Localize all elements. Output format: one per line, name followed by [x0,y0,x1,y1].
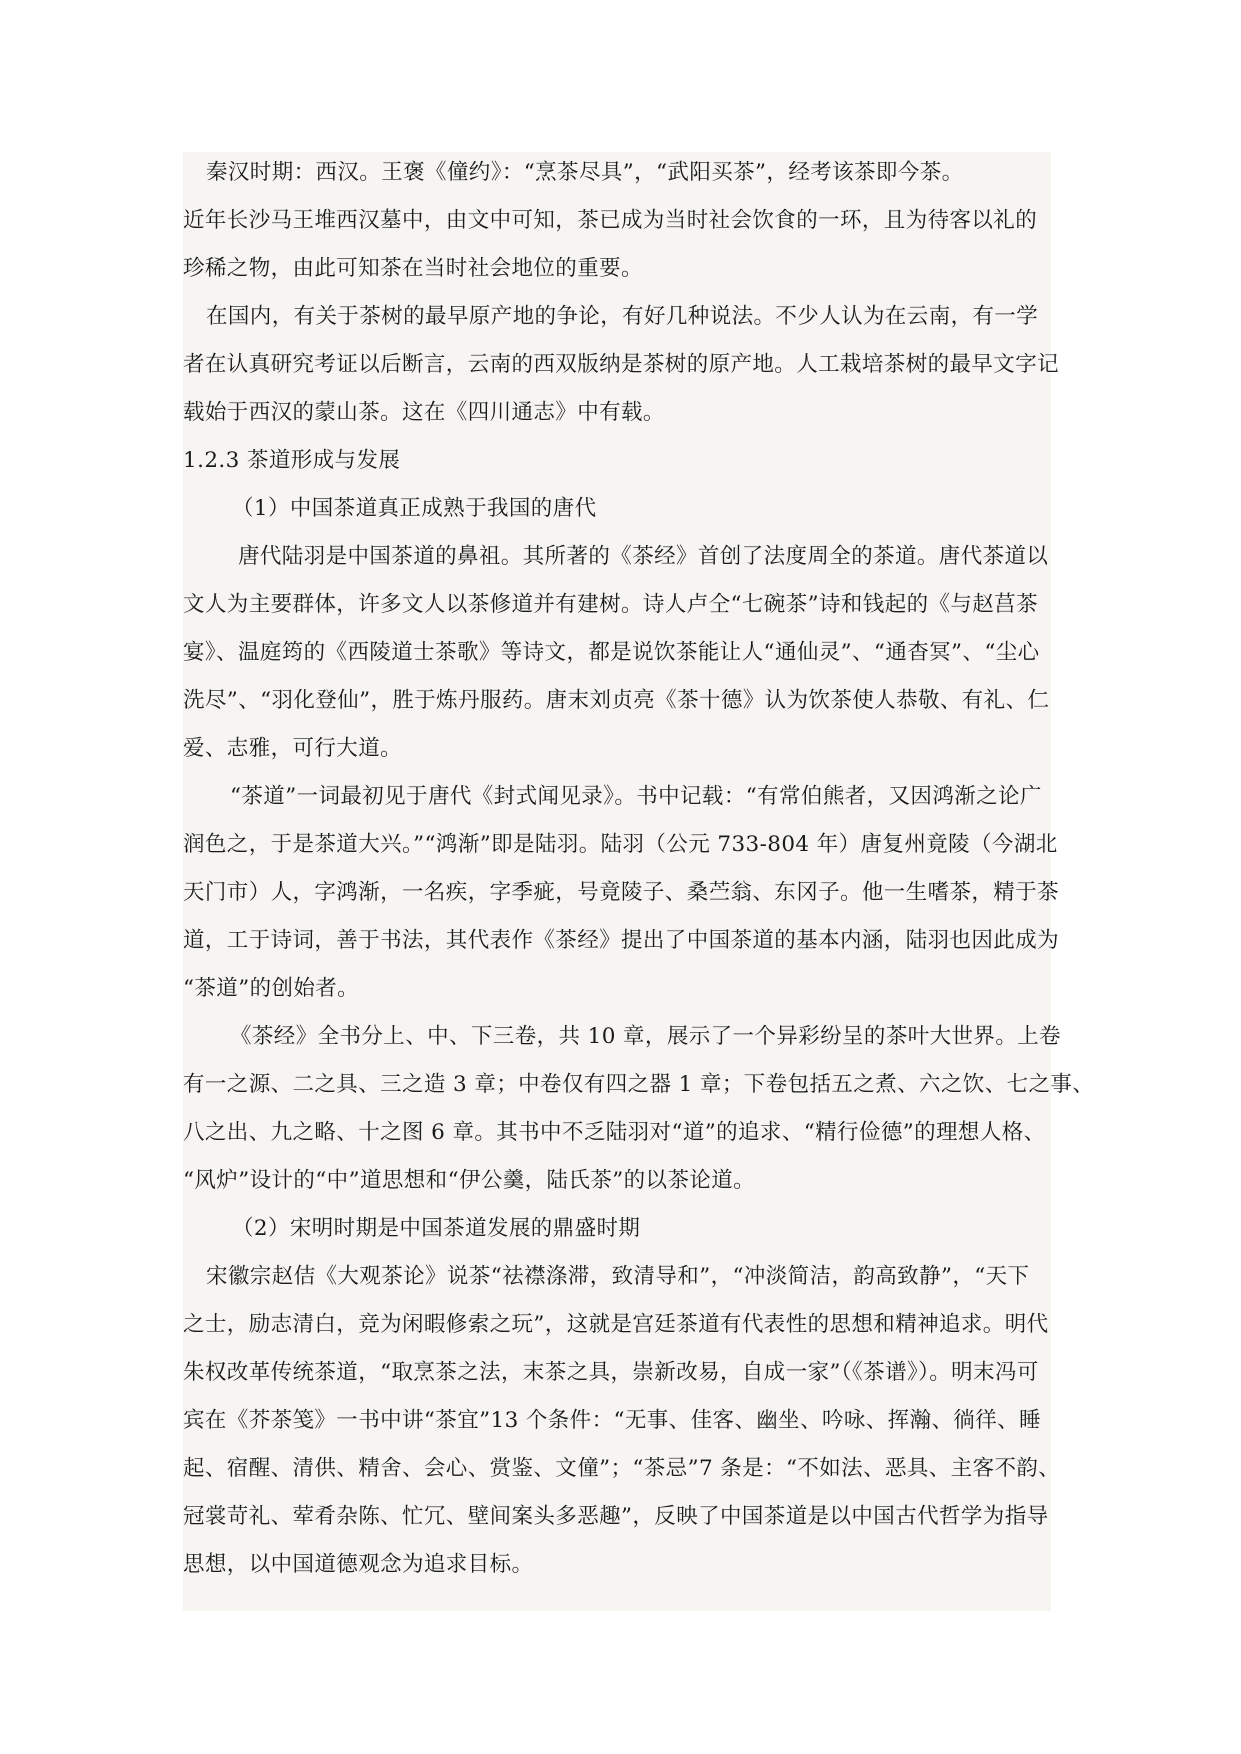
text-line: 润色之，于是茶道大兴。”“鸿渐”即是陆羽。陆羽（公元 733-804 年）唐复州竟陵（今湖北 [183,832,1058,857]
text-line: 天门市）人，字鸿渐，一名疾，字季疵，号竟陵子、桑苎翁、东冈子。他一生嗜茶，精于茶 [183,880,1060,905]
text-line: 近年长沙马王堆西汉墓中，由文中可知，茶已成为当时社会饮食的一环，且为待客以礼的 [183,208,1038,233]
text-line: “风炉”设计的“中”道思想和“伊公羹，陆氏茶”的以茶论道。 [183,1168,756,1193]
text-line: “茶道”一词最初见于唐代《封式闻见录》。书中记载：“有常伯熊者，又因鸿渐之论广 [230,784,1042,809]
text-line: 有一之源、二之具、三之造 3 章；中卷仅有四之器 1 章；下卷包括五之煮、六之饮、七之事、 [183,1072,1095,1097]
text-line: 爱、志雅，可行大道。 [183,736,403,761]
text-line: 载始于西汉的蒙山茶。这在《四川通志》中有载。 [183,400,665,425]
text-line: “茶道”的创始者。 [183,976,360,1001]
text-line: 宋徽宗赵佶《大观茶论》说茶“祛襟涤滞，致清导和”，“冲淡简洁，韵高致静”，“天下 [206,1264,1030,1289]
text-line: 之士，励志清白，竞为闲暇修索之玩”，这就是宫廷茶道有代表性的思想和精神追求。明代 [183,1312,1049,1337]
text-line: 《茶经》全书分上、中、下三卷，共 10 章，展示了一个异彩纷呈的茶叶大世界。上卷 [230,1024,1062,1049]
text-line: 者在认真研究考证以后断言，云南的西双版纳是茶树的原产地。人工栽培茶树的最早文字记 [183,352,1060,377]
text-line: 文人为主要群体，许多文人以茶修道并有建树。诗人卢仝“七碗茶”诗和钱起的《与赵莒茶 [183,592,1038,617]
text-line: 唐代陆羽是中国茶道的鼻祖。其所著的《茶经》首创了法度周全的茶道。唐代茶道以 [238,544,1049,569]
text-line: 珍稀之物，由此可知茶在当时社会地位的重要。 [183,256,643,281]
subsection-heading: （1）中国茶道真正成熟于我国的唐代 [232,496,597,521]
text-line: 起、宿醒、清供、精舍、会心、赏鉴、文僮”；“茶忌”7 条是：“不如法、恶具、主客不韵、 [183,1456,1061,1481]
text-line: 宴》、温庭筠的《西陵道士茶歌》等诗文，都是说饮茶能让人“通仙灵”、“通杳冥”、“尘心 [183,640,1040,665]
text-line: 思想，以中国道德观念为追求目标。 [183,1552,534,1577]
section-heading: 1.2.3 茶道形成与发展 [183,448,401,473]
text-line: 宾在《芥茶笺》一书中讲“茶宜”13 个条件：“无事、佳客、幽坐、吟咏、挥瀚、徜徉、睡 [183,1408,1041,1433]
text-line: 八之出、九之略、十之图 6 章。其书中不乏陆羽对“道”的追求、“精行俭德”的理想人格、 [183,1120,1046,1145]
text-line: 秦汉时期：西汉。王褒《僮约》：“烹茶尽具”，“武阳买茶”，经考该茶即今茶。 [206,160,964,185]
text-line: 冠裳苛礼、荤肴杂陈、忙冗、壁间案头多恶趣”，反映了中国茶道是以中国古代哲学为指导 [183,1504,1049,1529]
text-line: 道，工于诗词，善于书法，其代表作《茶经》提出了中国茶道的基本内涵，陆羽也因此成为 [183,928,1060,953]
subsection-heading: （2）宋明时期是中国茶道发展的鼎盛时期 [232,1216,641,1241]
text-line: 朱权改革传统茶道，“取烹茶之法，末茶之具，崇新改易，自成一家”（《茶谱》）。明末冯可 [183,1360,1039,1385]
text-line: 在国内，有关于茶树的最早原产地的争论，有好几种说法。不少人认为在云南，有一学 [206,304,1039,329]
text-line: 洗尽”、“羽化登仙”，胜于炼丹服药。唐末刘贞亮《茶十德》认为饮茶使人恭敬、有礼、仁 [183,688,1050,713]
